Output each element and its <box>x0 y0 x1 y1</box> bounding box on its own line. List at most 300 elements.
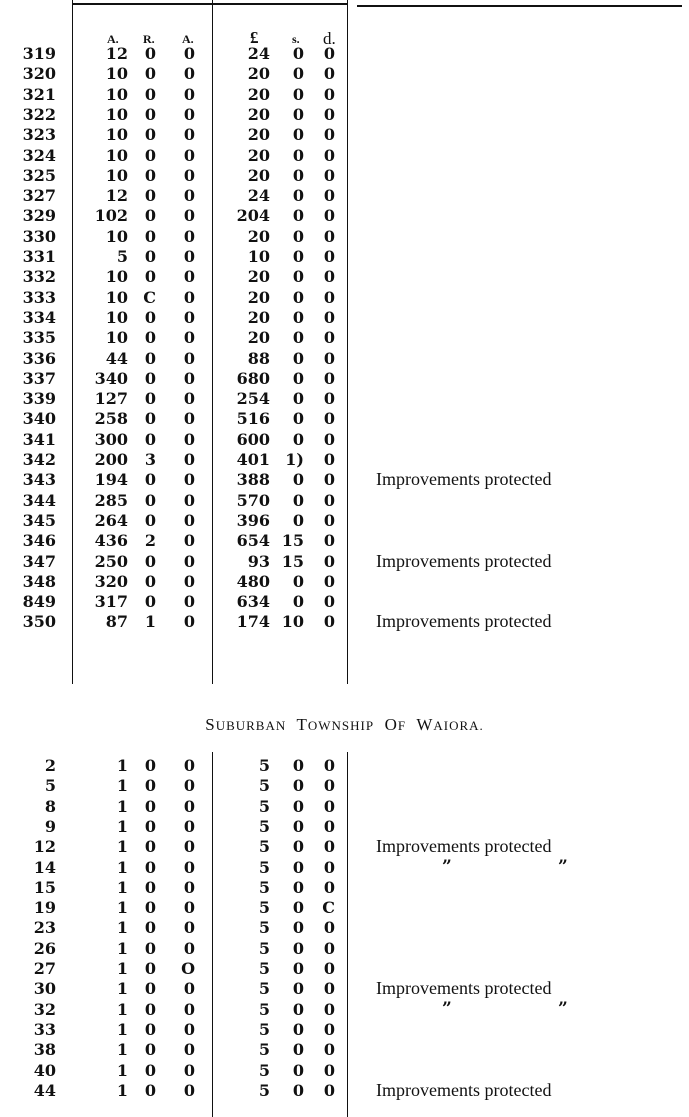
cell-p: 0 <box>183 104 195 124</box>
cell-lot: 40 <box>33 1060 56 1080</box>
cell-lot: 337 <box>22 368 56 388</box>
table-row <box>0 104 689 125</box>
cell-r: 0 <box>144 64 156 84</box>
cell-r: 0 <box>144 44 156 63</box>
cell-l: 5 <box>258 837 270 857</box>
cell-a: 1 <box>116 877 128 897</box>
cell-lot: 324 <box>22 145 56 165</box>
cell-d: 0 <box>323 267 335 287</box>
cell-d: 0 <box>323 389 335 409</box>
table-row <box>0 510 689 531</box>
cell-p: 0 <box>183 612 195 632</box>
cell-r: 0 <box>144 776 156 796</box>
cell-d: 0 <box>323 206 335 226</box>
cell-r: 0 <box>144 125 156 145</box>
cell-s: 0 <box>292 490 304 510</box>
cell-a: 1 <box>116 816 128 836</box>
cell-r: 0 <box>144 1060 156 1080</box>
cell-s: 0 <box>292 104 304 124</box>
cell-l: 20 <box>247 125 270 145</box>
cell-lot: 2 <box>44 756 56 775</box>
cell-a: 194 <box>94 470 128 490</box>
cell-l: 5 <box>258 918 270 938</box>
table-row <box>0 775 689 796</box>
cell-lot: 12 <box>33 837 56 857</box>
cell-lot: 343 <box>22 470 56 490</box>
cell-p: 0 <box>183 918 195 938</box>
cell-lot: 341 <box>22 429 56 449</box>
cell-d: 0 <box>323 877 335 897</box>
cell-s: 0 <box>292 287 304 307</box>
cell-s: 0 <box>292 857 304 877</box>
cell-a: 10 <box>105 307 128 327</box>
header-rule-middle <box>213 3 348 5</box>
cell-l: 174 <box>236 612 270 632</box>
cell-s: 0 <box>292 816 304 836</box>
cell-p: 0 <box>183 470 195 490</box>
cell-l: 5 <box>258 938 270 958</box>
cell-l: 5 <box>258 1060 270 1080</box>
cell-p: 0 <box>183 125 195 145</box>
cell-p: 0 <box>183 1040 195 1060</box>
cell-d: 0 <box>323 1019 335 1039</box>
cell-s: 0 <box>292 938 304 958</box>
table-row <box>0 611 689 632</box>
cell-r: 0 <box>144 409 156 429</box>
cell-s: 0 <box>292 247 304 266</box>
cell-a: 1 <box>116 796 128 816</box>
cell-lot: 23 <box>33 918 56 938</box>
cell-l: 5 <box>258 776 270 796</box>
cell-lot: 8 <box>44 796 56 816</box>
cell-s: 10 <box>281 612 304 632</box>
cell-s: 0 <box>292 186 304 206</box>
cell-a: 1 <box>116 1060 128 1080</box>
cell-p: 0 <box>183 368 195 388</box>
table-row <box>0 43 689 64</box>
cell-p: 0 <box>183 999 195 1019</box>
cell-s: 0 <box>292 776 304 796</box>
cell-d: 0 <box>323 571 335 591</box>
cell-p: 0 <box>183 531 195 551</box>
cell-a: 1 <box>116 938 128 958</box>
cell-l: 88 <box>247 348 270 368</box>
cell-d: 0 <box>323 979 335 999</box>
cell-r: 0 <box>144 145 156 165</box>
cell-p: 0 <box>183 979 195 999</box>
table-row <box>0 796 689 817</box>
cell-s: 0 <box>292 470 304 490</box>
cell-l: 204 <box>236 206 270 226</box>
cell-d: 0 <box>323 307 335 327</box>
cell-a: 10 <box>105 287 128 307</box>
cell-l: 5 <box>258 756 270 775</box>
cell-s: 0 <box>292 877 304 897</box>
table-row <box>0 978 689 999</box>
cell-lot: 26 <box>33 938 56 958</box>
table-row <box>0 816 689 837</box>
cell-r: 0 <box>144 816 156 836</box>
cell-d: 0 <box>323 368 335 388</box>
cell-s: 0 <box>292 328 304 348</box>
cell-p: 0 <box>183 877 195 897</box>
cell-l: 480 <box>236 571 270 591</box>
table-row <box>0 246 689 267</box>
cell-lot: 347 <box>22 551 56 571</box>
cell-r: 0 <box>144 756 156 775</box>
cell-lot: 333 <box>22 287 56 307</box>
table-row <box>0 877 689 898</box>
cell-lot: 19 <box>33 898 56 918</box>
cell-l: 516 <box>236 409 270 429</box>
cell-p: 0 <box>183 287 195 307</box>
cell-a: 285 <box>94 490 128 510</box>
cell-a: 317 <box>94 592 128 612</box>
cell-d: 0 <box>323 84 335 104</box>
cell-s: 0 <box>292 898 304 918</box>
cell-a: 44 <box>105 348 128 368</box>
table-row <box>0 917 689 938</box>
cell-lot: 319 <box>22 44 56 63</box>
cell-a: 10 <box>105 125 128 145</box>
cell-s: 0 <box>292 307 304 327</box>
cell-a: 1 <box>116 756 128 775</box>
cell-p: 0 <box>183 551 195 571</box>
cell-r: 0 <box>144 389 156 409</box>
table-row <box>0 449 689 470</box>
cell-p: 0 <box>183 389 195 409</box>
cell-r: 0 <box>144 429 156 449</box>
cell-r: 0 <box>144 226 156 246</box>
cell-l: 5 <box>258 959 270 978</box>
cell-d: 0 <box>323 490 335 510</box>
cell-a: 258 <box>94 409 128 429</box>
cell-p: 0 <box>183 816 195 836</box>
cell-d: 0 <box>323 125 335 145</box>
cell-d: 0 <box>323 450 335 469</box>
cell-d: 0 <box>323 104 335 124</box>
cell-r: 0 <box>144 307 156 327</box>
cell-d: 0 <box>323 429 335 449</box>
cell-lot: 44 <box>33 1080 56 1100</box>
cell-l: 680 <box>236 368 270 388</box>
cell-r: 0 <box>144 999 156 1019</box>
cell-remark: Improvements protected <box>376 469 552 490</box>
cell-s: 0 <box>292 571 304 591</box>
cell-p: 0 <box>183 510 195 530</box>
cell-l: 5 <box>258 999 270 1019</box>
table-row <box>0 958 689 979</box>
cell-l: 634 <box>236 592 270 612</box>
cell-d: 0 <box>323 328 335 348</box>
ditto-mark: ” <box>558 856 568 877</box>
cell-p: 0 <box>183 64 195 84</box>
cell-r: 0 <box>144 206 156 226</box>
table-row <box>0 469 689 490</box>
cell-r: 0 <box>144 1040 156 1060</box>
cell-remark: Improvements protected <box>376 978 552 999</box>
cell-a: 250 <box>94 551 128 571</box>
table-row <box>0 999 689 1020</box>
cell-lot: 32 <box>33 999 56 1019</box>
table-row <box>0 266 689 287</box>
cell-lot: 339 <box>22 389 56 409</box>
cell-s: 15 <box>281 531 304 551</box>
cell-d: 0 <box>323 247 335 266</box>
cell-l: 5 <box>258 857 270 877</box>
cell-a: 10 <box>105 328 128 348</box>
cell-d: 0 <box>323 1080 335 1100</box>
cell-r: 0 <box>144 267 156 287</box>
cell-s: 0 <box>292 389 304 409</box>
cell-s: 1) <box>285 450 304 469</box>
cell-p: 0 <box>183 1019 195 1039</box>
table-row <box>0 836 689 857</box>
table-row <box>0 938 689 959</box>
cell-p: 0 <box>183 938 195 958</box>
header-pence: d. <box>323 29 336 48</box>
cell-remark: Improvements protected <box>376 611 552 632</box>
cell-l: 401 <box>236 450 270 469</box>
header-pounds: £ <box>250 28 259 47</box>
cell-s: 0 <box>292 1040 304 1060</box>
cell-l: 20 <box>247 328 270 348</box>
cell-a: 1 <box>116 1080 128 1100</box>
table-row <box>0 429 689 450</box>
cell-lot: 340 <box>22 409 56 429</box>
cell-p: 0 <box>183 226 195 246</box>
cell-s: 0 <box>292 796 304 816</box>
cell-a: 10 <box>105 84 128 104</box>
cell-lot: 330 <box>22 226 56 246</box>
cell-l: 5 <box>258 816 270 836</box>
cell-l: 5 <box>258 1080 270 1100</box>
cell-r: 2 <box>144 531 156 551</box>
header-roods: R. <box>143 32 155 46</box>
cell-d: 0 <box>323 959 335 978</box>
cell-a: 1 <box>116 1040 128 1060</box>
cell-lot: 849 <box>22 592 56 612</box>
cell-d: 0 <box>323 592 335 612</box>
cell-p: 0 <box>183 1060 195 1080</box>
cell-a: 1 <box>116 918 128 938</box>
cell-a: 264 <box>94 510 128 530</box>
cell-s: 0 <box>292 999 304 1019</box>
cell-l: 20 <box>247 165 270 185</box>
cell-r: 3 <box>144 450 156 469</box>
cell-d: 0 <box>323 226 335 246</box>
cell-d: 0 <box>323 612 335 632</box>
cell-p: 0 <box>183 756 195 775</box>
cell-s: 0 <box>292 837 304 857</box>
cell-lot: 348 <box>22 571 56 591</box>
cell-s: 0 <box>292 1080 304 1100</box>
table-row <box>0 226 689 247</box>
table-row <box>0 490 689 511</box>
cell-l: 20 <box>247 287 270 307</box>
cell-s: 0 <box>292 145 304 165</box>
cell-l: 24 <box>247 186 270 206</box>
cell-a: 10 <box>105 165 128 185</box>
cell-a: 127 <box>94 389 128 409</box>
cell-lot: 38 <box>33 1040 56 1060</box>
cell-lot: 15 <box>33 877 56 897</box>
cell-lot: 350 <box>22 612 56 632</box>
cell-d: 0 <box>323 551 335 571</box>
cell-a: 10 <box>105 226 128 246</box>
cell-l: 5 <box>258 1019 270 1039</box>
cell-r: 0 <box>144 104 156 124</box>
cell-lot: 323 <box>22 125 56 145</box>
cell-a: 1 <box>116 898 128 918</box>
cell-r: 0 <box>144 165 156 185</box>
cell-p: 0 <box>183 84 195 104</box>
cell-p: 0 <box>183 776 195 796</box>
cell-s: 0 <box>292 368 304 388</box>
cell-r: 0 <box>144 938 156 958</box>
cell-r: 0 <box>144 551 156 571</box>
cell-d: 0 <box>323 64 335 84</box>
table-row <box>0 408 689 429</box>
cell-s: 0 <box>292 165 304 185</box>
cell-remark: Improvements protected <box>376 550 552 571</box>
cell-s: 15 <box>281 551 304 571</box>
cell-d: 0 <box>323 1040 335 1060</box>
cell-l: 20 <box>247 267 270 287</box>
cell-d: C <box>322 898 335 918</box>
table-row <box>0 287 689 308</box>
cell-p: 0 <box>183 429 195 449</box>
table-row <box>0 388 689 409</box>
cell-a: 102 <box>94 206 128 226</box>
cell-l: 254 <box>236 389 270 409</box>
cell-d: 0 <box>323 837 335 857</box>
cell-l: 5 <box>258 1040 270 1060</box>
cell-d: 0 <box>323 816 335 836</box>
cell-a: 300 <box>94 429 128 449</box>
cell-p: 0 <box>183 186 195 206</box>
cell-l: 20 <box>247 145 270 165</box>
cell-p: 0 <box>183 857 195 877</box>
cell-p: 0 <box>183 206 195 226</box>
cell-a: 200 <box>94 450 128 469</box>
cell-d: 0 <box>323 470 335 490</box>
cell-s: 0 <box>292 64 304 84</box>
header-rule-right <box>357 5 682 7</box>
header-rule-left <box>72 3 212 5</box>
cell-d: 0 <box>323 44 335 63</box>
cell-d: 0 <box>323 145 335 165</box>
cell-lot: 342 <box>22 450 56 469</box>
cell-a: 340 <box>94 368 128 388</box>
cell-p: 0 <box>183 450 195 469</box>
cell-l: 10 <box>247 247 270 266</box>
cell-r: 0 <box>144 84 156 104</box>
table-row <box>0 165 689 186</box>
cell-a: 87 <box>105 612 128 632</box>
table-row <box>0 551 689 572</box>
cell-r: 0 <box>144 186 156 206</box>
cell-a: 320 <box>94 571 128 591</box>
cell-lot: 14 <box>33 857 56 877</box>
cell-a: 1 <box>116 1019 128 1039</box>
cell-l: 5 <box>258 877 270 897</box>
cell-s: 0 <box>292 429 304 449</box>
cell-s: 0 <box>292 1019 304 1039</box>
cell-r: 0 <box>144 918 156 938</box>
cell-s: 0 <box>292 979 304 999</box>
table-row <box>0 571 689 592</box>
cell-d: 0 <box>323 756 335 775</box>
table-row <box>0 84 689 105</box>
cell-remark: Improvements protected <box>376 836 552 857</box>
cell-a: 1 <box>116 857 128 877</box>
table-row <box>0 185 689 206</box>
cell-a: 10 <box>105 267 128 287</box>
table-row <box>0 307 689 328</box>
table-row <box>0 1080 689 1101</box>
cell-l: 396 <box>236 510 270 530</box>
table-row <box>0 205 689 226</box>
cell-lot: 33 <box>33 1019 56 1039</box>
cell-r: 0 <box>144 796 156 816</box>
cell-l: 24 <box>247 44 270 63</box>
cell-r: 0 <box>144 571 156 591</box>
cell-p: 0 <box>183 898 195 918</box>
cell-d: 0 <box>323 999 335 1019</box>
cell-lot: 321 <box>22 84 56 104</box>
cell-a: 10 <box>105 145 128 165</box>
table-row <box>0 857 689 878</box>
cell-s: 0 <box>292 592 304 612</box>
cell-s: 0 <box>292 409 304 429</box>
cell-a: 5 <box>116 247 128 266</box>
cell-p: 0 <box>183 165 195 185</box>
cell-s: 0 <box>292 918 304 938</box>
cell-p: 0 <box>183 247 195 266</box>
cell-remark: Improvements protected <box>376 1079 552 1100</box>
cell-s: 0 <box>292 206 304 226</box>
cell-lot: 27 <box>33 959 56 978</box>
cell-lot: 325 <box>22 165 56 185</box>
cell-r: 0 <box>144 368 156 388</box>
cell-d: 0 <box>323 165 335 185</box>
cell-a: 1 <box>116 979 128 999</box>
cell-d: 0 <box>323 857 335 877</box>
cell-l: 5 <box>258 796 270 816</box>
cell-lot: 329 <box>22 206 56 226</box>
cell-p: 0 <box>183 409 195 429</box>
cell-r: 0 <box>144 837 156 857</box>
table-row <box>0 897 689 918</box>
cell-r: 0 <box>144 510 156 530</box>
cell-d: 0 <box>323 776 335 796</box>
cell-s: 0 <box>292 756 304 775</box>
cell-p: 0 <box>183 267 195 287</box>
cell-p: 0 <box>183 490 195 510</box>
cell-r: 0 <box>144 247 156 266</box>
cell-d: 0 <box>323 348 335 368</box>
cell-lot: 344 <box>22 490 56 510</box>
cell-p: 0 <box>183 592 195 612</box>
cell-d: 0 <box>323 287 335 307</box>
cell-l: 654 <box>236 531 270 551</box>
cell-d: 0 <box>323 531 335 551</box>
table-row <box>0 327 689 348</box>
cell-l: 20 <box>247 64 270 84</box>
cell-a: 1 <box>116 959 128 978</box>
cell-r: 0 <box>144 959 156 978</box>
